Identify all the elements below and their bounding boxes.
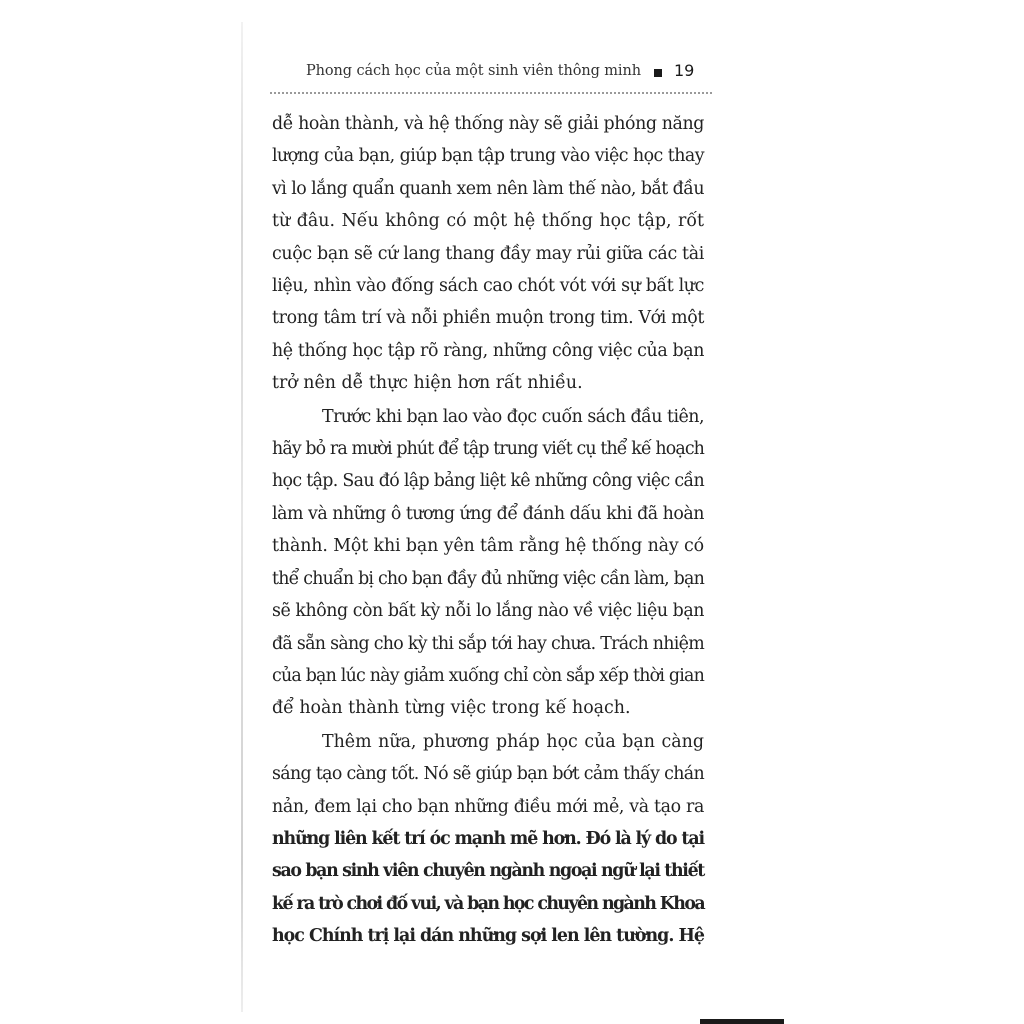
text-line: sáng tạo càng tốt. Nó sẽ giúp bạn bớt cảm thấy chán (272, 764, 704, 785)
text-line: từ đâu. Nếu không có một hệ thống học tập, rốt (272, 211, 704, 232)
text-line: học Chính trị lại dán những sợi len lên tường. Hệ (272, 926, 704, 947)
text-line: để hoàn thành từng việc trong kế hoạch. (272, 698, 631, 719)
body-text (272, 108, 704, 953)
text-line: làm và những ô tương ứng để đánh dấu khi đã hoàn (272, 503, 704, 524)
text-line: liệu, nhìn vào đống sách cao chót vót với sự bất lực (272, 276, 704, 297)
paragraph-3 (272, 726, 704, 953)
text-line: cuộc bạn sẽ cứ lang thang đầy may rủi giữa các tài (272, 243, 704, 264)
text-line: thành. Một khi bạn yên tâm rằng hệ thống này có (272, 536, 704, 557)
text-line: sao bạn sinh viên chuyên ngành ngoại ngữ lại thiết (272, 861, 704, 882)
text-line: Trước khi bạn lao vào đọc cuốn sách đầu tiên, (322, 406, 704, 427)
bottom-edge-mark (700, 1019, 784, 1024)
text-line: Thêm nữa, phương pháp học của bạn càng (322, 731, 704, 752)
text-line: hãy bỏ ra mười phút để tập trung viết cụ thể kế hoạch (272, 439, 705, 460)
text-line: của bạn lúc này giảm xuống chỉ còn sắp xếp thời gian (272, 665, 704, 686)
page-binding-edge (241, 22, 243, 1012)
page-header (270, 56, 712, 94)
text-line: vì lo lắng quẩn quanh xem nên làm thế nào, bắt đầu (272, 178, 704, 199)
text-line: lượng của bạn, giúp bạn tập trung vào việc học thay (272, 146, 704, 167)
text-line: trong tâm trí và nỗi phiền muộn trong tim. Với một (272, 308, 704, 329)
header-square-bullet-icon (654, 69, 662, 77)
text-line: hệ thống học tập rõ ràng, những công việc của bạn (272, 340, 704, 361)
text-line: học tập. Sau đó lập bảng liệt kê những công việc cần (272, 471, 704, 492)
running-title: Phong cách học của một sinh viên thông minh (306, 63, 641, 79)
text-line: những liên kết trí óc mạnh mẽ hơn. Đó là lý do tại (272, 828, 704, 849)
page-number: 19 (674, 61, 695, 80)
text-line: dễ hoàn thành, và hệ thống này sẽ giải phóng năng (272, 114, 705, 134)
text-line: nản, đem lại cho bạn những điều mới mẻ, và tạo ra (272, 796, 704, 817)
text-line: kế ra trò chơi đố vui, và bạn học chuyên ngành Khoa (272, 893, 704, 914)
text-line: đã sẵn sàng cho kỳ thi sắp tới hay chưa. Trách nhiệm (272, 633, 704, 654)
text-line: sẽ không còn bất kỳ nỗi lo lắng nào về việc liệu bạn (272, 601, 704, 622)
paragraph-1 (272, 108, 704, 400)
text-line: thể chuẩn bị cho bạn đầy đủ những việc cần làm, bạn (272, 568, 704, 589)
paragraph-2 (272, 401, 704, 725)
text-line: trở nên dễ thực hiện hơn rất nhiều. (272, 373, 583, 394)
